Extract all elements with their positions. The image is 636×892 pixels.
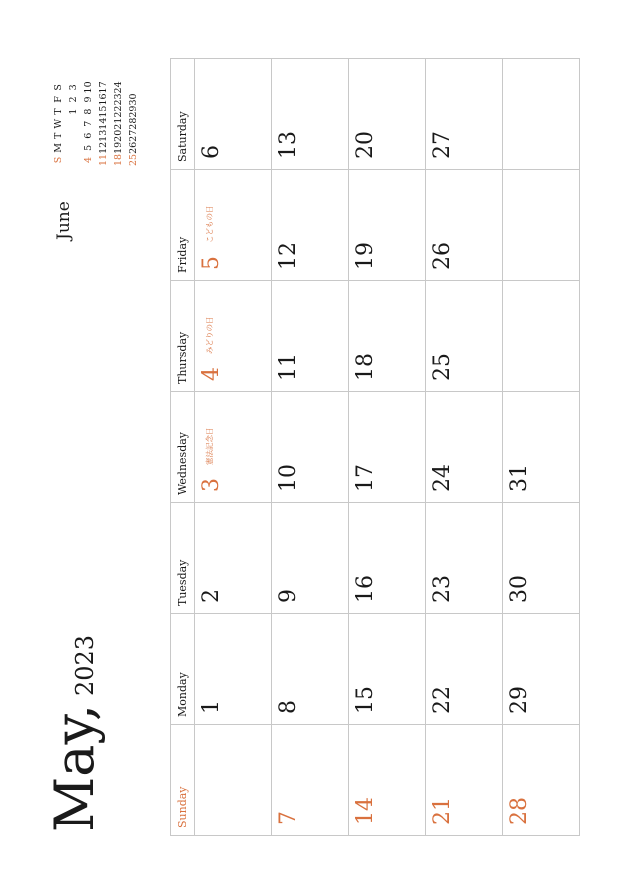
day-cell — [349, 169, 426, 280]
day-number: 6 — [199, 145, 224, 159]
mini-day: 25 — [128, 153, 139, 166]
mini-day: 23 — [113, 93, 124, 106]
mini-day: 1 — [68, 108, 79, 115]
mini-calendar-week — [81, 81, 96, 166]
mini-weekday: M — [53, 143, 64, 153]
weekday-header: Tuesday — [171, 502, 195, 613]
day-number: 22 — [430, 686, 455, 714]
year-title: 2023 — [71, 634, 99, 696]
day-cell — [195, 58, 272, 169]
day-cell — [195, 169, 272, 280]
mini-calendar-week — [111, 81, 126, 166]
mini-day — [66, 154, 81, 166]
mini-day: 11 — [98, 153, 109, 166]
weekday-header: Thursday — [171, 280, 195, 391]
weekday-header: Wednesday — [171, 391, 195, 502]
mini-day: 18 — [113, 153, 124, 166]
day-cell — [503, 280, 580, 391]
day-cell — [503, 613, 580, 724]
mini-weekday: W — [53, 118, 64, 129]
day-cell — [503, 169, 580, 280]
mini-day: 30 — [128, 93, 139, 106]
mini-day: 24 — [113, 81, 124, 94]
day-cell — [272, 724, 349, 835]
holiday-label: みどりの日 — [205, 316, 214, 354]
mini-day: 3 — [68, 84, 79, 91]
day-cell — [426, 391, 503, 502]
day-cell — [195, 724, 272, 835]
mini-day: 13 — [98, 129, 109, 142]
day-number: 10 — [276, 464, 301, 492]
day-cell — [195, 502, 272, 613]
mini-weekday: S — [53, 156, 64, 164]
day-cell — [272, 280, 349, 391]
day-number: 9 — [276, 589, 301, 603]
day-cell — [349, 724, 426, 835]
mini-day: 6 — [83, 132, 94, 139]
mini-calendar-table — [51, 81, 141, 166]
holiday-label: こどもの日 — [205, 205, 214, 243]
mini-calendar-month: June — [54, 201, 74, 240]
day-cell — [349, 280, 426, 391]
day-cell — [272, 502, 349, 613]
day-number: 7 — [276, 811, 301, 825]
mini-weekday: T — [53, 108, 64, 115]
day-number: 29 — [507, 686, 532, 714]
mini-day: 20 — [113, 129, 124, 142]
mini-weekday: F — [53, 96, 64, 103]
mini-day: 15 — [98, 105, 109, 118]
day-cell — [503, 724, 580, 835]
day-number: 5 — [199, 256, 224, 270]
weekday-header: Monday — [171, 613, 195, 724]
day-cell — [426, 280, 503, 391]
mini-calendar-weekdays — [51, 81, 66, 166]
mini-calendar-week — [96, 81, 111, 166]
day-cell — [426, 58, 503, 169]
mini-calendar-week — [66, 81, 81, 166]
day-number: 14 — [353, 797, 378, 825]
day-cell — [349, 502, 426, 613]
mini-day: 7 — [83, 120, 94, 127]
mini-weekday: T — [53, 132, 64, 139]
day-number: 1 — [199, 700, 224, 714]
mini-day: 2 — [68, 96, 79, 103]
day-cell — [349, 58, 426, 169]
mini-day: 12 — [98, 141, 109, 154]
day-number: 3 — [199, 478, 224, 492]
mini-day: 4 — [83, 156, 94, 163]
day-cell — [272, 58, 349, 169]
mini-day: 14 — [98, 117, 109, 130]
day-number: 15 — [353, 686, 378, 714]
day-cell — [426, 724, 503, 835]
day-cell — [272, 613, 349, 724]
day-number: 12 — [276, 242, 301, 270]
day-cell — [503, 391, 580, 502]
mini-day: 17 — [98, 81, 109, 94]
page-title — [43, 634, 106, 832]
mini-day: 26 — [128, 141, 139, 154]
day-number: 2 — [199, 589, 224, 603]
day-number: 23 — [430, 575, 455, 603]
mini-day: 16 — [98, 93, 109, 106]
day-cell — [195, 613, 272, 724]
day-cell — [503, 58, 580, 169]
day-number: 17 — [353, 464, 378, 492]
day-number: 13 — [276, 131, 301, 159]
holiday-label: 憲法記念日 — [205, 427, 214, 465]
day-cell — [195, 391, 272, 502]
mini-day — [126, 81, 141, 93]
mini-day: 27 — [128, 129, 139, 142]
day-number: 25 — [430, 353, 455, 381]
day-number: 18 — [353, 353, 378, 381]
day-number: 11 — [276, 353, 301, 381]
day-number: 30 — [507, 575, 532, 603]
mini-day: 5 — [83, 144, 94, 151]
day-number: 28 — [507, 797, 532, 825]
mini-day: 29 — [128, 105, 139, 118]
day-cell — [272, 169, 349, 280]
weekday-header: Friday — [171, 169, 195, 280]
day-cell — [349, 613, 426, 724]
weekday-header: Saturday — [171, 58, 195, 169]
month-title: May, — [43, 704, 106, 832]
month-grid — [170, 58, 580, 836]
mini-day: 8 — [83, 108, 94, 115]
day-number: 26 — [430, 242, 455, 270]
day-number: 16 — [353, 575, 378, 603]
day-cell — [349, 391, 426, 502]
day-number: 24 — [430, 464, 455, 492]
mini-day — [66, 142, 81, 154]
day-number: 20 — [353, 131, 378, 159]
day-number: 27 — [430, 131, 455, 159]
day-cell — [426, 502, 503, 613]
day-number: 31 — [507, 464, 532, 492]
mini-day: 28 — [128, 117, 139, 130]
day-number: 21 — [430, 797, 455, 825]
day-number: 8 — [276, 700, 301, 714]
mini-day: 21 — [113, 117, 124, 130]
day-cell — [426, 169, 503, 280]
mini-day: 19 — [113, 141, 124, 154]
mini-day — [66, 118, 81, 130]
day-cell — [272, 391, 349, 502]
mini-day: 22 — [113, 105, 124, 118]
day-number: 19 — [353, 242, 378, 270]
day-cell — [195, 280, 272, 391]
mini-day: 9 — [83, 96, 94, 103]
weekday-header: Sunday — [171, 724, 195, 835]
mini-day — [66, 130, 81, 142]
day-number: 4 — [199, 367, 224, 381]
mini-weekday: S — [53, 84, 64, 91]
mini-day: 10 — [83, 81, 94, 94]
day-cell — [503, 502, 580, 613]
day-cell — [426, 613, 503, 724]
mini-calendar-week — [126, 81, 141, 166]
